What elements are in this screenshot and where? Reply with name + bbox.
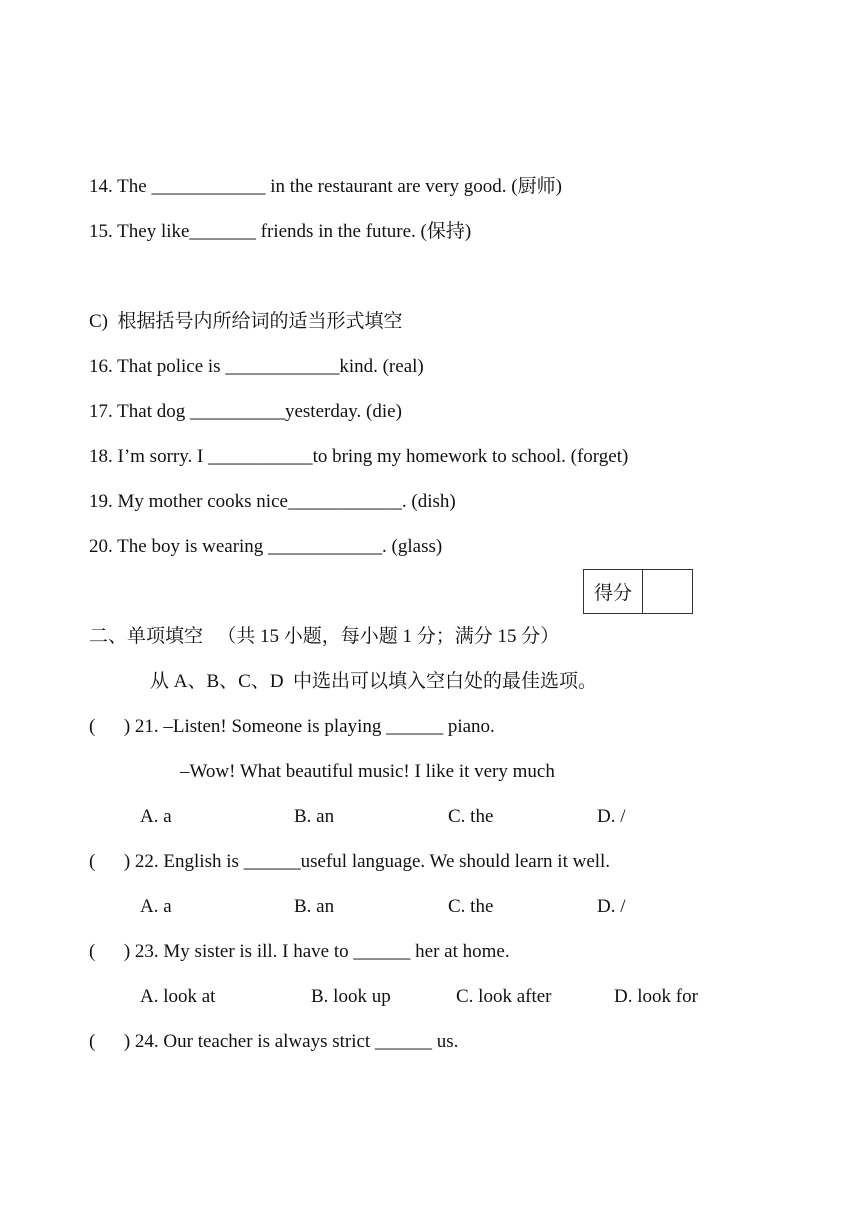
option-23-b[interactable]: B. look up xyxy=(311,986,391,1007)
option-22-d[interactable]: D. / xyxy=(597,896,626,917)
question-20: 20. The boy is wearing ____________. (glass) xyxy=(89,536,443,557)
question-22-stem: ( ) 22. English is ______useful language. We should learn it well. xyxy=(89,851,611,872)
part-c-heading: C) 根据括号内所给词的适当形式填空 xyxy=(89,311,403,332)
score-value-cell[interactable] xyxy=(643,570,692,613)
option-23-a[interactable]: A. look at xyxy=(140,986,216,1007)
option-21-c[interactable]: C. the xyxy=(448,806,494,827)
section-2-instruction: 从 A、B、C、D 中选出可以填入空白处的最佳选项。 xyxy=(150,671,598,692)
question-16: 16. That police is ____________kind. (real) xyxy=(89,356,424,377)
question-21-reply: –Wow! What beautiful music! I like it very much xyxy=(180,761,555,782)
question-24-stem: ( ) 24. Our teacher is always strict ______ us. xyxy=(89,1031,459,1052)
option-21-d[interactable]: D. / xyxy=(597,806,626,827)
section-2-heading: 二、单项填空 （共 15 小题，每小题 1 分；满分 15 分） xyxy=(89,626,560,647)
question-17: 17. That dog __________yesterday. (die) xyxy=(89,401,402,422)
option-23-c[interactable]: C. look after xyxy=(456,986,552,1007)
question-21-stem: ( ) 21. –Listen! Someone is playing ______ piano. xyxy=(89,716,495,737)
question-15: 15. They like_______ friends in the future. (保持) xyxy=(89,221,472,242)
option-22-a[interactable]: A. a xyxy=(140,896,172,917)
option-22-b[interactable]: B. an xyxy=(294,896,335,917)
option-23-d[interactable]: D. look for xyxy=(614,986,698,1007)
question-19: 19. My mother cooks nice____________. (dish) xyxy=(89,491,456,512)
option-21-b[interactable]: B. an xyxy=(294,806,335,827)
option-22-c[interactable]: C. the xyxy=(448,896,494,917)
question-18: 18. I’m sorry. I ___________to bring my homework to school. (forget) xyxy=(89,446,629,467)
score-box xyxy=(583,569,693,614)
question-14: 14. The ____________ in the restaurant are very good. (厨师) xyxy=(89,176,562,197)
question-23-stem: ( ) 23. My sister is ill. I have to ______ her at home. xyxy=(89,941,510,962)
option-21-a[interactable]: A. a xyxy=(140,806,172,827)
score-label: 得分 xyxy=(584,570,643,613)
